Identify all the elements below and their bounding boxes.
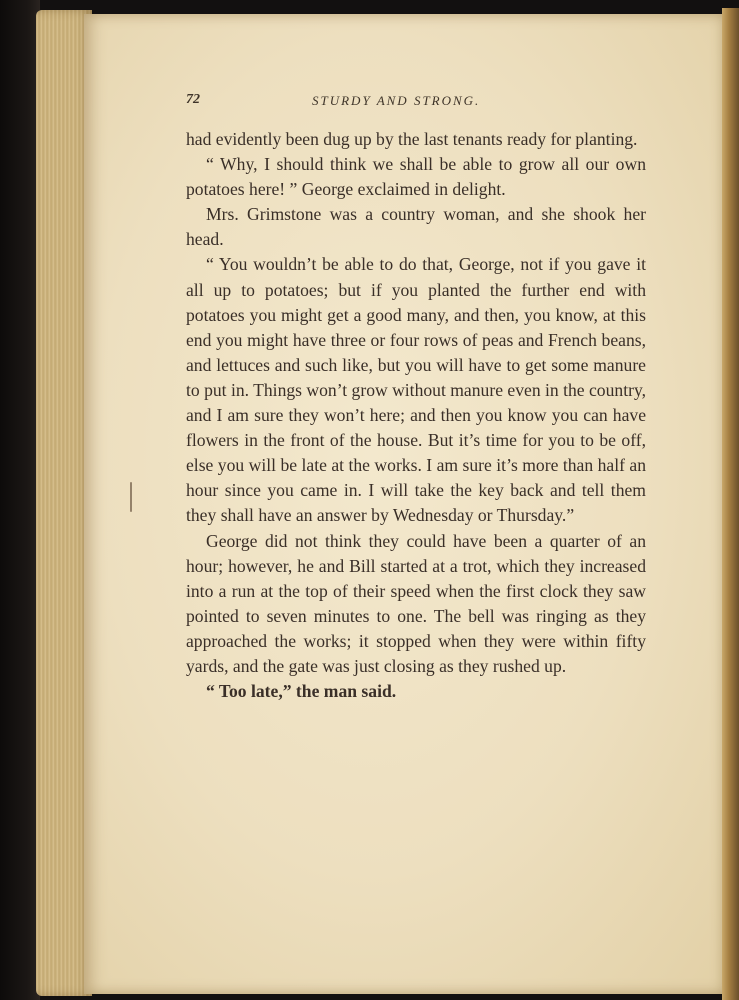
paragraph: Mrs. Grimstone was a country woman, and she shook her head. xyxy=(186,204,646,250)
margin-pencil-mark xyxy=(130,482,132,512)
paragraph: “ Why, I should think we shall be able to grow all our own potatoes here! ” George exclaimed in delight. xyxy=(186,154,646,200)
running-title: STURDY AND STRONG. xyxy=(312,93,481,108)
body-text xyxy=(186,127,646,704)
paragraph: “ You wouldn’t be able to do that, George, not if you gave it all up to potatoes; but if you planted the further end with potatoes you might get a good many, and then, you know, at this end you might have three or four rows of peas and French beans, and lettuces and such like, but you will have to get some manure to put in. Things won’t grow without manure even in the country, and I am sure they won’t here; and then you know you can have flowers in the front of the house. But it’s time for you to be off, else you will be late at the works. I am sure it’s more than half an hour since you came in. I will take the key back and tell them they shall have an answer by Wednesday or Thursday.” xyxy=(186,254,646,526)
book-cover xyxy=(0,0,40,1000)
page-number: 72 xyxy=(186,92,200,107)
paragraph-last: “ Too late,” the man said. xyxy=(206,681,397,702)
paragraph-continued: had evidently been dug up by the last tenants ready for planting. xyxy=(186,129,638,149)
paragraph: George did not think they could have been a quarter of an hour; however, he and Bill started at a trot, which they increased into a run at the top of their speed when the first clock they saw pointed to seven minutes to one. The bell was ringing as they approached the works; it stopped when they were within fifty yards, and the gate was just closing as they rushed up. xyxy=(186,530,646,676)
book-spine-edge xyxy=(722,8,739,1000)
page-header xyxy=(186,92,646,112)
